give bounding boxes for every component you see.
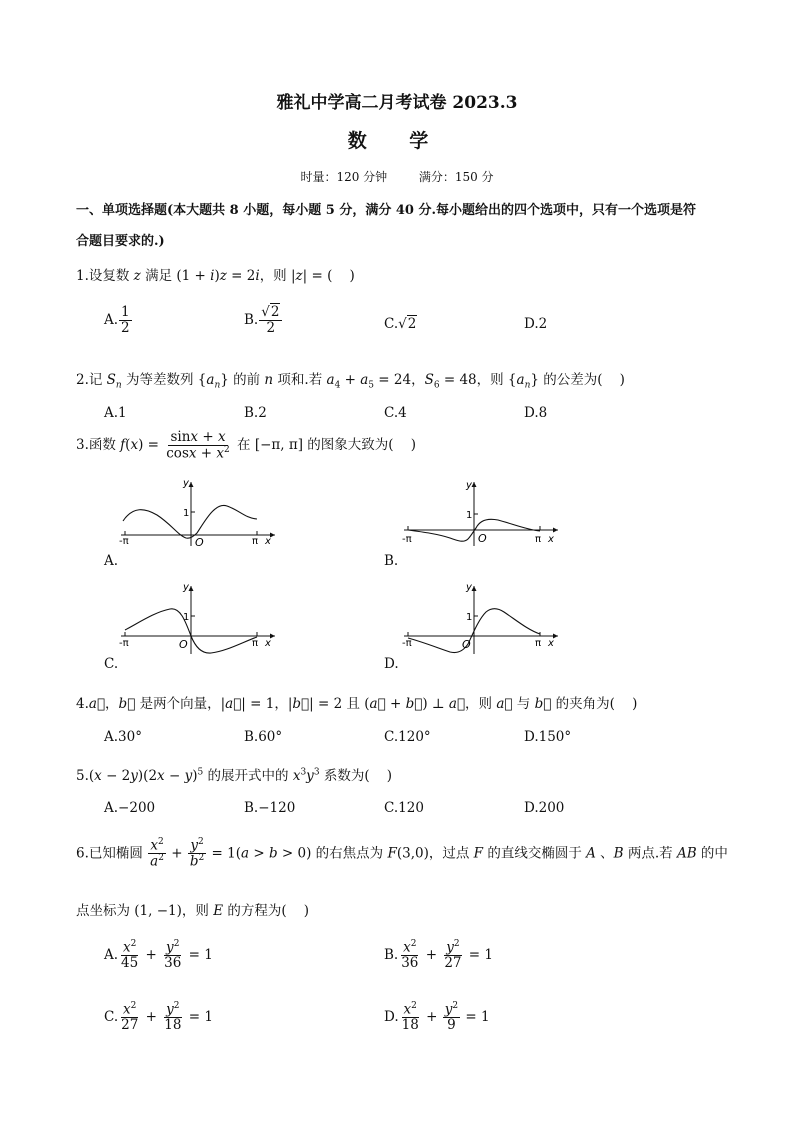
graph-b-one: 1 — [466, 510, 473, 521]
score-label: 满分：150 分 — [418, 170, 494, 184]
graph-c-negpi: -π — [119, 638, 129, 649]
q1-option-c: C.√2 — [384, 316, 417, 332]
section-heading-line2: 合题目要求的.) — [76, 234, 165, 249]
graph-a — [115, 476, 285, 548]
q4-option-a: A.30° — [104, 729, 142, 745]
q3-option-d: D. — [384, 656, 399, 672]
graph-d — [398, 580, 568, 656]
graph-b — [398, 476, 568, 548]
q1-option-b: B. $\frac{√2}{2}$ — [244, 305, 283, 336]
q4-option-c: C.120° — [384, 729, 431, 745]
q5-option-c: C.120 — [384, 800, 424, 816]
subject-title: 数 学 — [347, 130, 447, 152]
graph-d-x-label: x — [548, 638, 554, 649]
exam-meta — [0, 168, 794, 185]
page-title: 雅礼中学高二月考试卷 2023.3 — [276, 93, 518, 113]
q6-option-b: B. $\frac{x^2}{36}$ + $\frac{y^2}{27}$ = 1 — [384, 939, 493, 972]
q2-option-a: A.1 — [104, 405, 127, 421]
q5-option-a: A.−200 — [104, 800, 156, 816]
graph-b-negpi: -π — [402, 534, 412, 545]
q3-option-b: B. — [384, 553, 399, 569]
question-2: 2.记 $S_n$ 为等差数列 $\{a_n\}$ 的前 n 项和.若 $a_4 + a_5 = 24$，$S_6 = 48$，则 $\{a_n\}$ 的公差为( ) — [76, 372, 625, 391]
q4-option-d: D.150° — [524, 729, 572, 745]
graph-d-y-label: y — [466, 582, 472, 593]
question-4: 4.a⃗，b⃗ 是两个向量，|a⃗| = 1，|b⃗| = 2 且 (a⃗ + b⃗) ⊥ a⃗，则 a⃗ 与 b⃗ 的夹角为( ) — [76, 696, 638, 712]
section-heading-line1: 一、单项选择题(本大题共 8 小题，每小题 5 分，满分 40 分.每小题给出的四个选项中，只有一个选项是符 — [76, 203, 697, 218]
graph-d-pi: π — [535, 638, 542, 649]
graph-c — [115, 580, 285, 656]
q1-option-a: A. $\frac{1}{2}$ — [104, 304, 130, 336]
graph-a-x-label: x — [265, 536, 271, 547]
graph-a-pi: π — [252, 536, 259, 547]
q3-option-a: A. — [104, 553, 119, 569]
question-5: $5.(x - 2y)(2x - y)^5$ 的展开式中的 $x^3y^3$ 系数为( ) — [76, 767, 393, 784]
q2-option-b: B.2 — [244, 405, 267, 421]
graph-b-pi: π — [535, 534, 542, 545]
q1-option-d: D.2 — [524, 316, 548, 332]
graph-b-y-label: y — [466, 480, 472, 491]
time-label: 时量：120 分钟 — [300, 170, 388, 184]
graph-b-x-label: x — [548, 534, 554, 545]
graph-a-y-label: y — [183, 478, 189, 489]
graph-c-pi: π — [252, 638, 259, 649]
q4-option-b: B.60° — [244, 729, 283, 745]
graph-a-one: 1 — [183, 508, 190, 519]
graph-c-one: 1 — [183, 612, 190, 623]
q2-option-d: D.8 — [524, 405, 548, 421]
question-1: 1.设复数 z 满足 (1 + i)z = 2i，则 |z| = ( ) — [76, 268, 355, 284]
graph-c-origin: O — [179, 638, 188, 651]
graph-c-x-label: x — [265, 638, 271, 649]
q5-option-b: B.−120 — [244, 800, 296, 816]
question-6-line1: 6.已知椭圆 $\frac{x^2}{a^2}$ + $\frac{y^2}{b^2}$ = 1(a > b > 0) 的右焦点为 F(3,0)，过点 F 的直线交椭圆于 A 、B 两点.若 AB 的中 — [76, 837, 728, 870]
q3-option-c: C. — [104, 656, 119, 672]
question-3: 3.函数 f(x) = $\frac{\sin x + x}{\cos x + x^2}$ 在 [−π, π] 的图象大致为( ) — [76, 429, 417, 462]
q6-option-d: D. $\frac{x^2}{18}$ + $\frac{y^2}{9}$ = 1 — [384, 1001, 490, 1034]
graph-b-origin: O — [478, 532, 487, 545]
q5-option-d: D.200 — [524, 800, 565, 816]
graph-d-negpi: -π — [402, 638, 412, 649]
question-6-line2: 点坐标为 (1, −1)，则 E 的方程为( ) — [76, 903, 310, 919]
q6-option-a: A. $\frac{x^2}{45}$ + $\frac{y^2}{36}$ = 1 — [104, 939, 213, 972]
graph-c-y-label: y — [183, 582, 189, 593]
graph-d-origin: O — [462, 638, 471, 651]
graph-d-one: 1 — [466, 612, 473, 623]
q6-option-c: C. $\frac{x^2}{27}$ + $\frac{y^2}{18}$ = 1 — [104, 1001, 213, 1034]
graph-a-origin: O — [195, 536, 204, 549]
graph-a-negpi: -π — [119, 536, 129, 547]
q2-option-c: C.4 — [384, 405, 407, 421]
